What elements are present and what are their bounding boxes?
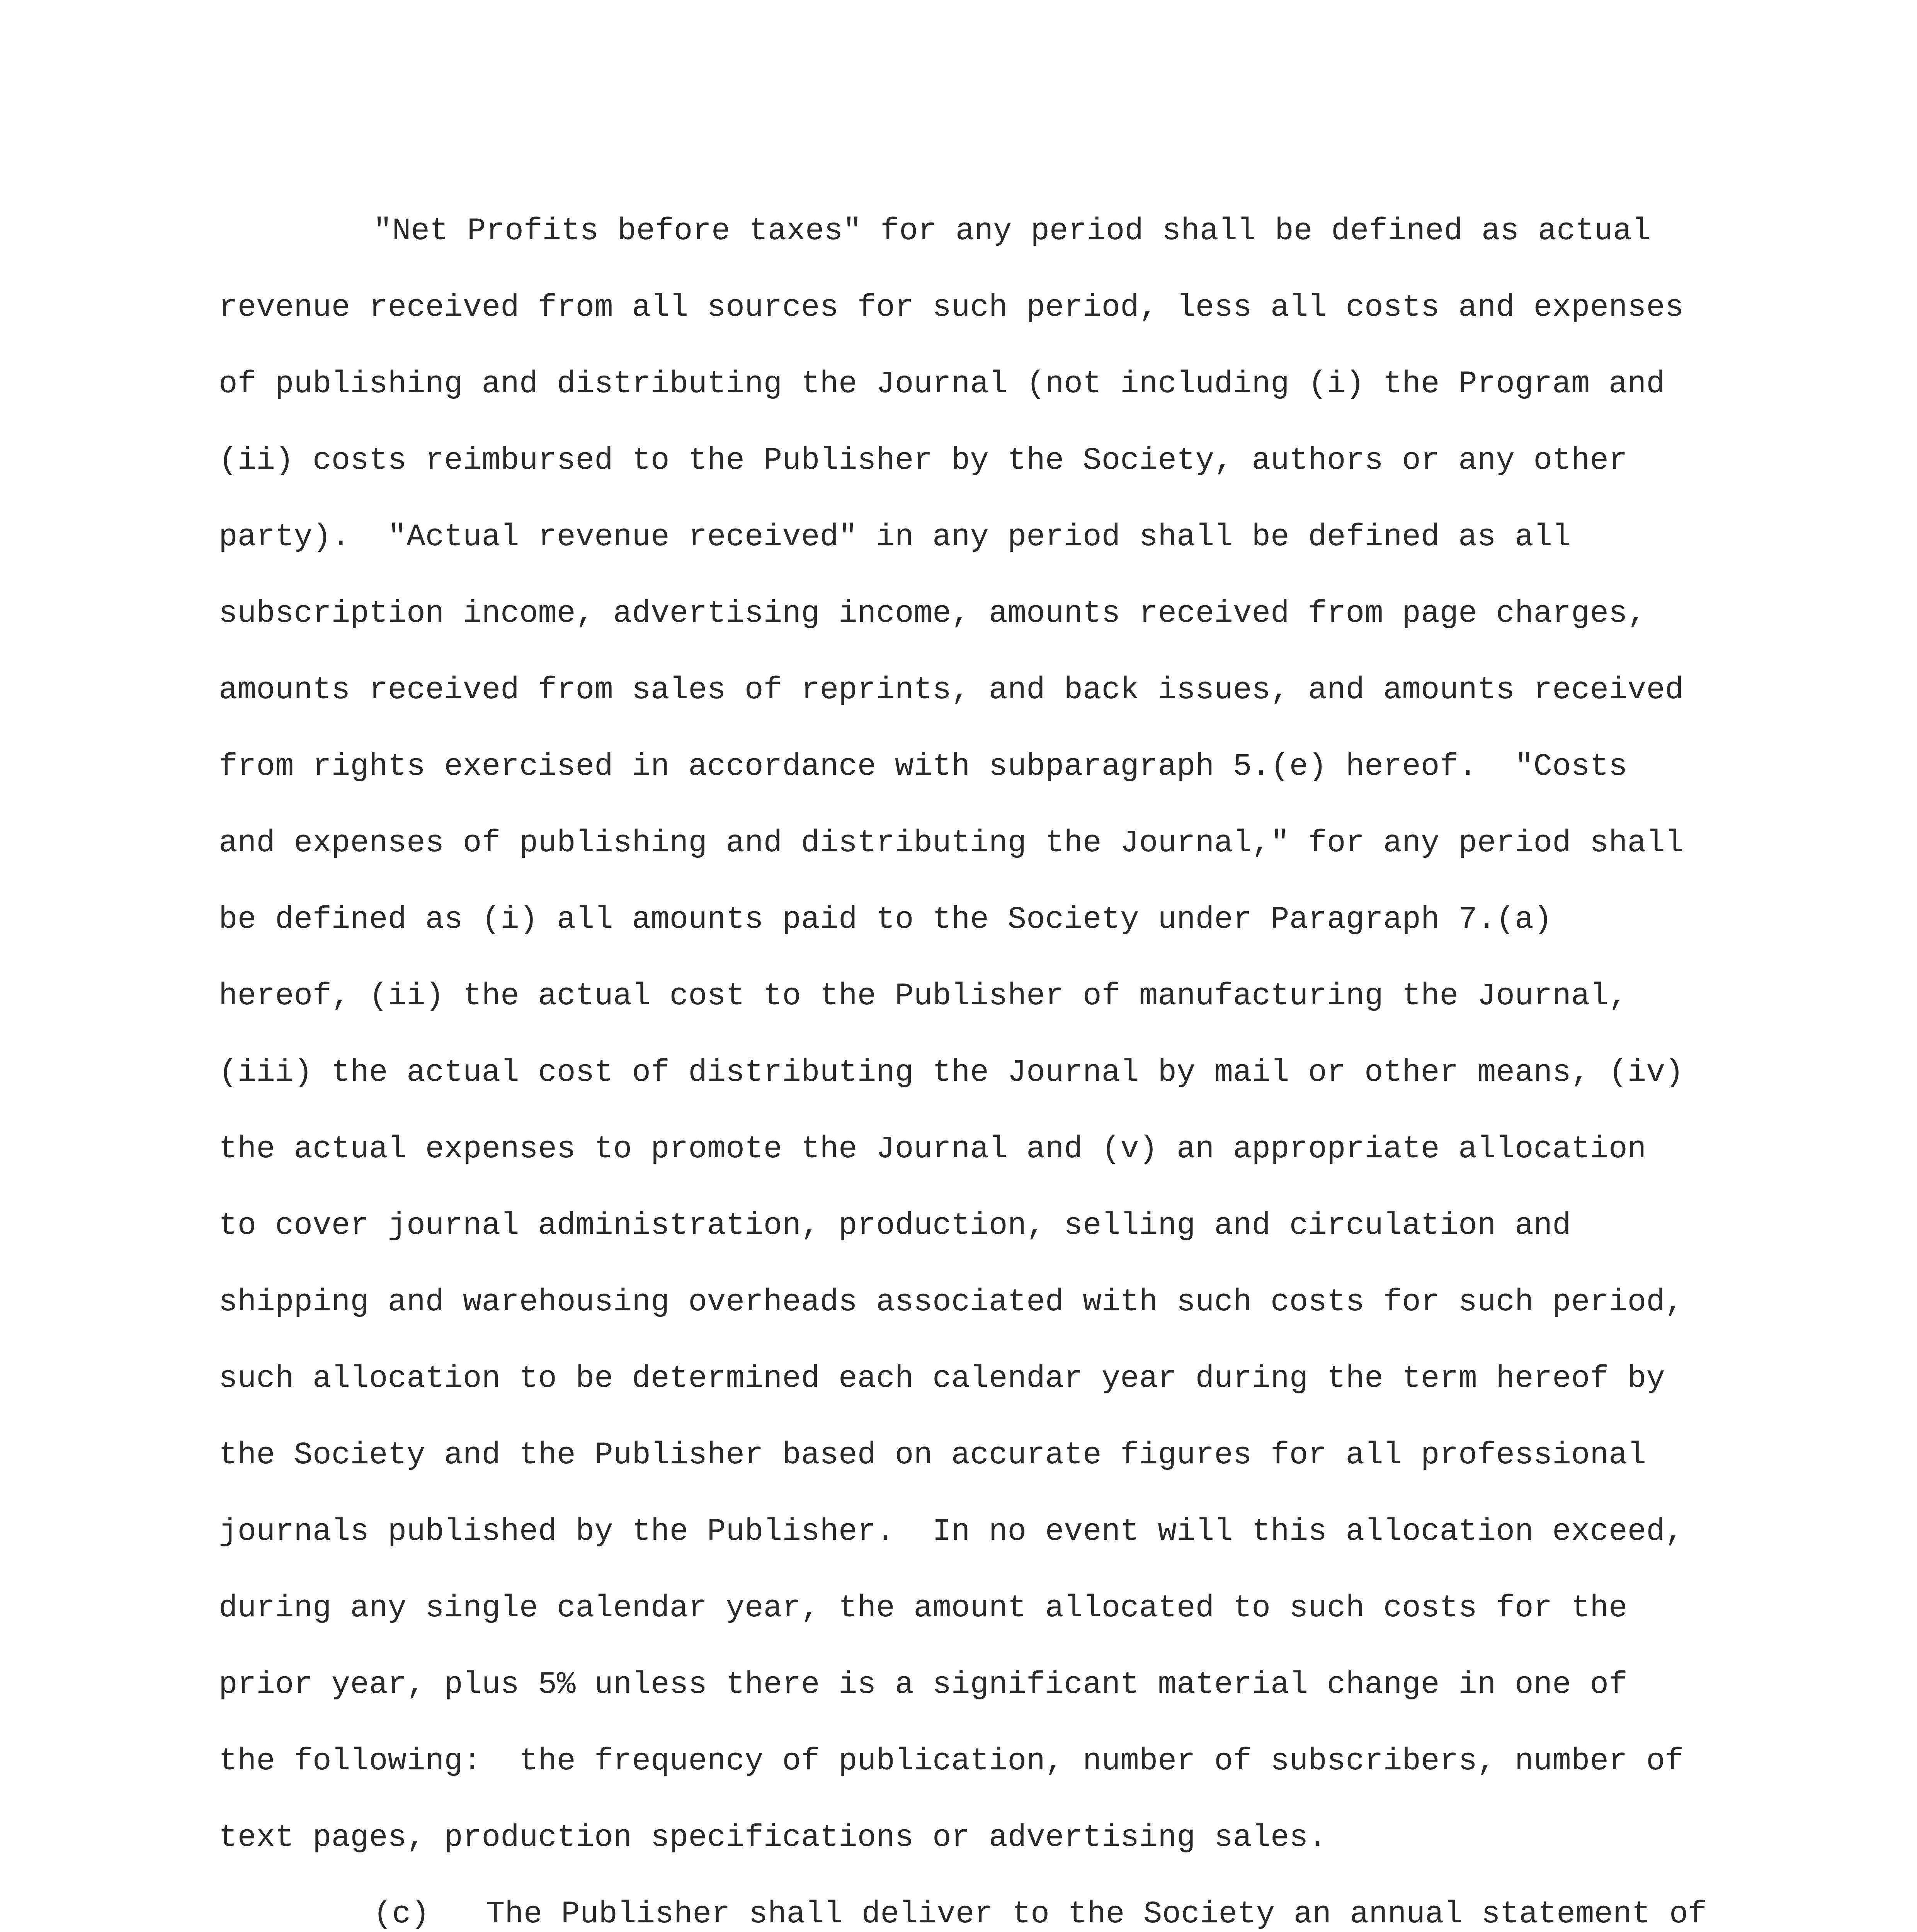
text-line: of publishing and distributing the Journal (not including (i) the Program and — [219, 367, 1665, 402]
text-line: the actual expenses to promote the Journal and (v) an appropriate allocation — [219, 1132, 1647, 1167]
text-line: text pages, production specifications or advertising sales. — [219, 1820, 1327, 1855]
text-line: and expenses of publishing and distributing the Journal," for any period shall — [219, 826, 1684, 861]
text-line: to cover journal administration, production, selling and circulation and — [219, 1208, 1571, 1243]
text-line: prior year, plus 5% unless there is a significant material change in one of — [219, 1667, 1628, 1702]
text-line: (c) The Publisher shall deliver to the Society an annual statement of — [373, 1897, 1707, 1932]
text-line: party). "Actual revenue received" in any period shall be defined as all — [219, 520, 1571, 555]
text-line: subscription income, advertising income, amounts received from page charges, — [219, 596, 1647, 631]
text-line: shipping and warehousing overheads associated with such costs for such period, — [219, 1285, 1684, 1320]
text-line: the Society and the Publisher based on accurate figures for all professional — [219, 1438, 1647, 1473]
text-line: the following: the frequency of publication, number of subscribers, number of — [219, 1744, 1684, 1779]
text-line: during any single calendar year, the amount allocated to such costs for the — [219, 1591, 1628, 1626]
body-text — [219, 193, 1707, 1932]
text-line: journals published by the Publisher. In no event will this allocation exceed, — [219, 1514, 1684, 1549]
text-line: revenue received from all sources for such period, less all costs and expenses — [219, 290, 1684, 325]
paragraph-net-profits — [219, 193, 1699, 1876]
text-line: be defined as (i) all amounts paid to the Society under Paragraph 7.(a) — [219, 902, 1553, 937]
text-line: from rights exercised in accordance with subparagraph 5.(e) hereof. "Costs — [219, 749, 1628, 784]
text-line: (iii) the actual cost of distributing the Journal by mail or other means, (iv) — [219, 1055, 1684, 1090]
text-line: hereof, (ii) the actual cost to the Publisher of manufacturing the Journal, — [219, 979, 1628, 1014]
text-line: (ii) costs reimbursed to the Publisher by the Society, authors or any other — [219, 443, 1628, 478]
text-line: amounts received from sales of reprints, and back issues, and amounts received — [219, 673, 1684, 708]
text-line: "Net Profits before taxes" for any period shall be defined as actual — [373, 214, 1651, 249]
paragraph-c-annual-statement — [219, 1876, 1707, 1932]
text-line: such allocation to be determined each calendar year during the term hereof by — [219, 1361, 1665, 1396]
